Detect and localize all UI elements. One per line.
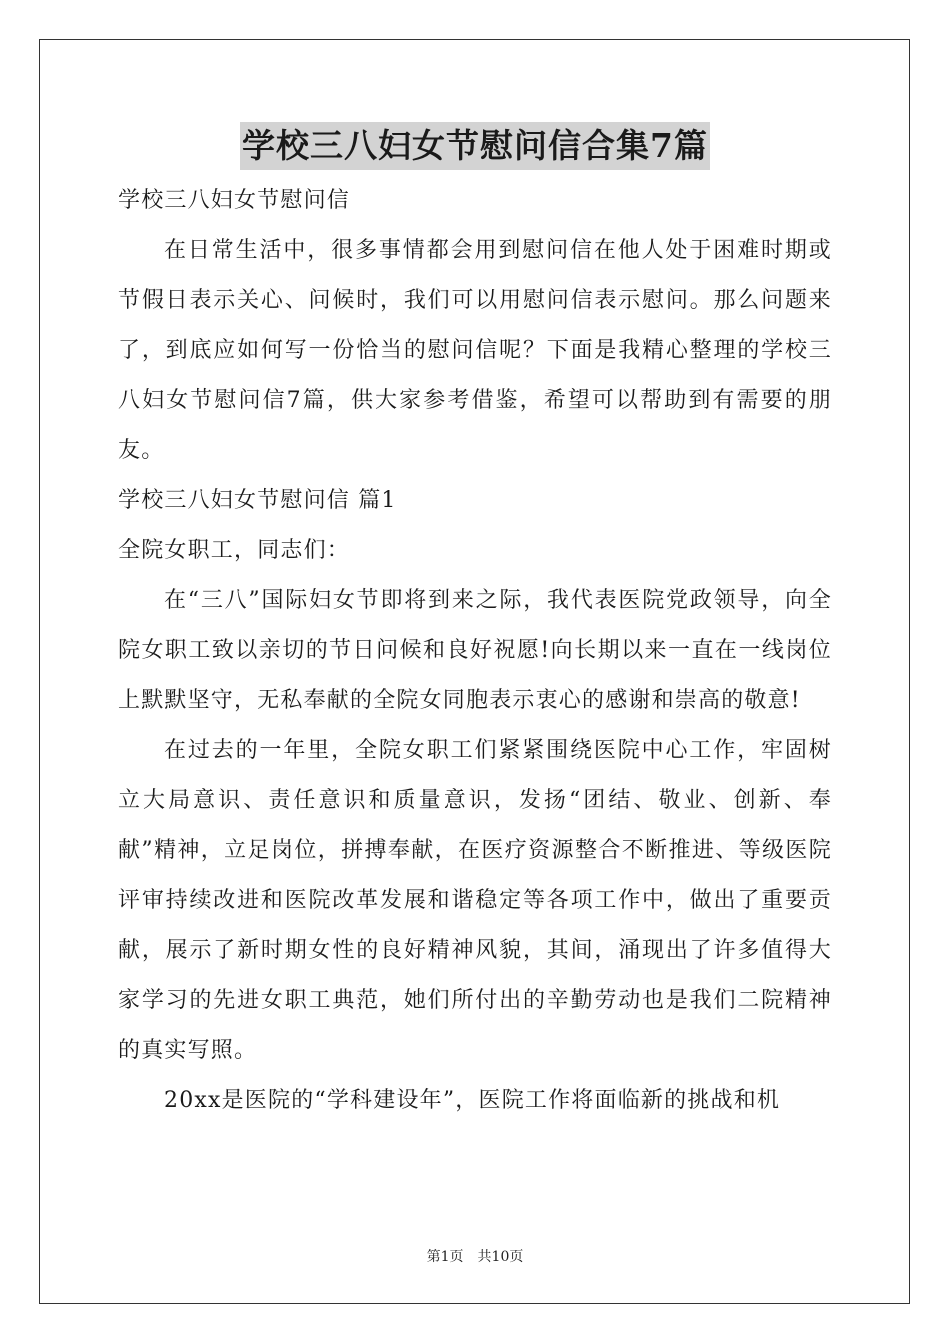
section-heading: 学校三八妇女节慰问信 篇1 xyxy=(118,488,397,513)
document-body xyxy=(118,176,832,1126)
document-subtitle: 学校三八妇女节慰问信 xyxy=(118,188,351,213)
body-paragraph: 在“三八”国际妇女节即将到来之际，我代表医院党政领导，向全院女职工致以亲切的节日问候和良好祝愿!向长期以来一直在一线岗位上默默坚守，无私奉献的全院女同胞表示衷心的感谢和崇高的敬意! xyxy=(118,588,832,713)
body-paragraph: 在过去的一年里，全院女职工们紧紧围绕医院中心工作，牢固树立大局意识、责任意识和质量意识，发扬“团结、敬业、创新、奉献”精神，立足岗位，拼搏奉献，在医疗资源整合不断推进、等级医院评审持续改进和医院改革发展和谐稳定等各项工作中，做出了重要贡献，展示了新时期女性的良好精神风貌，其间，涌现出了许多值得大家学习的先进女职工典范，她们所付出的辛勤劳动也是我们二院精神的真实写照。 xyxy=(118,738,832,1063)
intro-paragraph: 在日常生活中，很多事情都会用到慰问信在他人处于困难时期或节假日表示关心、问候时，我们可以用慰问信表示慰问。那么问题来了，到底应如何写一份恰当的慰问信呢？下面是我精心整理的学校三八妇女节慰问信7篇，供大家参考借鉴，希望可以帮助到有需要的朋友。 xyxy=(118,238,832,463)
salutation: 全院女职工，同志们： xyxy=(118,538,351,563)
body-paragraph: 20xx是医院的“学科建设年”，医院工作将面临新的挑战和机 xyxy=(164,1088,781,1113)
title-container xyxy=(0,122,950,170)
document-title: 学校三八妇女节慰问信合集7篇 xyxy=(240,122,710,170)
page-number: 第1页 共10页 xyxy=(426,1249,524,1265)
